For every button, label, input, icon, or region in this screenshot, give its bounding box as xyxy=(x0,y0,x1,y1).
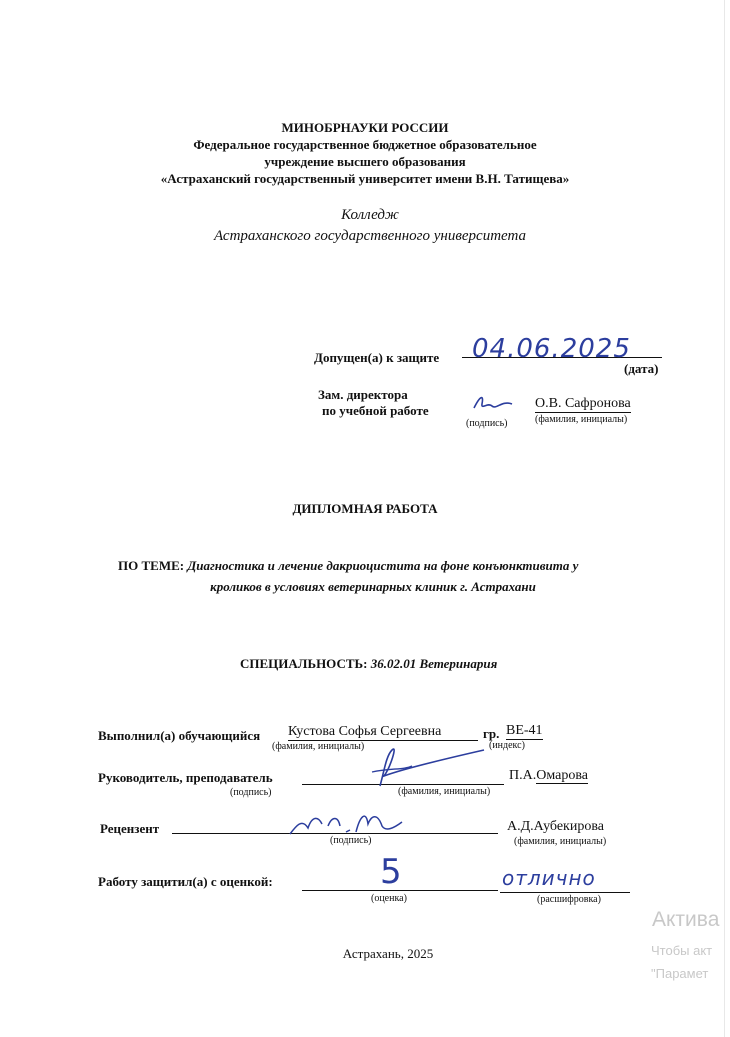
handwritten-grade-word: отлично xyxy=(502,866,596,890)
university-name: «Астраханский государственный университет имени В.Н. Татищева» xyxy=(160,171,570,186)
reviewer-name-caption: (фамилия, инициалы) xyxy=(514,836,607,847)
grade-caption: (оценка) xyxy=(371,893,407,904)
activation-watermark-line-3: "Парамет xyxy=(651,966,709,981)
specialty-line xyxy=(240,656,497,672)
city-year: Астрахань, 2025 xyxy=(342,946,434,961)
date-caption: (дата) xyxy=(624,361,659,376)
supervisor-label: Руководитель, преподаватель xyxy=(98,770,273,785)
college-line-2: Астраханского государственного университета xyxy=(213,228,527,244)
org-line-1: Федеральное государственное бюджетное образовательное xyxy=(193,137,537,152)
grade-label: Работу защитил(а) с оценкой: xyxy=(98,874,273,889)
grade-word-caption: (расшифровка) xyxy=(537,894,601,905)
group-caption: (индекс) xyxy=(489,740,525,751)
grade-word-underline xyxy=(500,892,630,893)
student-label: Выполнил(а) обучающийся xyxy=(98,728,261,743)
topic-label: ПО ТЕМЕ: xyxy=(118,558,185,573)
handwritten-date: 04.06.2025 xyxy=(472,334,631,364)
activation-watermark-title: Актива xyxy=(652,908,720,931)
reviewer-label: Рецензент xyxy=(100,821,160,836)
supervisor-name-caption: (фамилия, инициалы) xyxy=(398,786,491,797)
org-line-2: учреждение высшего образования xyxy=(264,154,466,169)
topic-text-1: Диагностика и лечение дакриоцистита на фоне конъюнктивита у xyxy=(187,558,579,573)
specialty-value: 36.02.01 Ветеринария xyxy=(370,656,498,671)
deputy-name-caption: (фамилия, инициалы) xyxy=(535,414,628,425)
supervisor-name: П.А.Омарова xyxy=(509,768,588,783)
activation-watermark-line-2: Чтобы акт xyxy=(651,943,713,958)
student-name: Кустова Софья Сергеевна xyxy=(288,724,442,739)
document-type: ДИПЛОМНАЯ РАБОТА xyxy=(292,501,438,516)
admitted-label: Допущен(а) к защите xyxy=(314,350,440,365)
deputy-title-line-2: по учебной работе xyxy=(322,403,429,418)
deputy-title-line-1: Зам. директора xyxy=(318,387,408,402)
specialty-label: СПЕЦИАЛЬНОСТЬ: xyxy=(240,656,368,671)
reviewer-name: А.Д.Аубекирова xyxy=(507,819,604,834)
topic-line-2: кроликов в условиях ветеринарных клиник г. Астрахани xyxy=(210,579,536,594)
ministry-title: МИНОБРНАУКИ РОССИИ xyxy=(281,120,449,135)
deputy-signature-icon xyxy=(470,392,516,416)
topic-line-1 xyxy=(118,558,578,574)
group-value: ВЕ-41 xyxy=(506,723,543,738)
student-name-caption: (фамилия, инициалы) xyxy=(272,741,365,752)
reviewer-signature-caption: (подпись) xyxy=(330,835,372,846)
supervisor-signature-icon xyxy=(350,742,490,792)
group-label: гр. xyxy=(483,726,500,741)
deputy-name: О.В. Сафронова xyxy=(535,396,631,411)
supervisor-signature-caption: (подпись) xyxy=(230,787,272,798)
college-line-1: Колледж xyxy=(341,207,399,223)
deputy-signature-caption: (подпись) xyxy=(466,418,508,429)
handwritten-grade: 5 xyxy=(380,852,402,892)
